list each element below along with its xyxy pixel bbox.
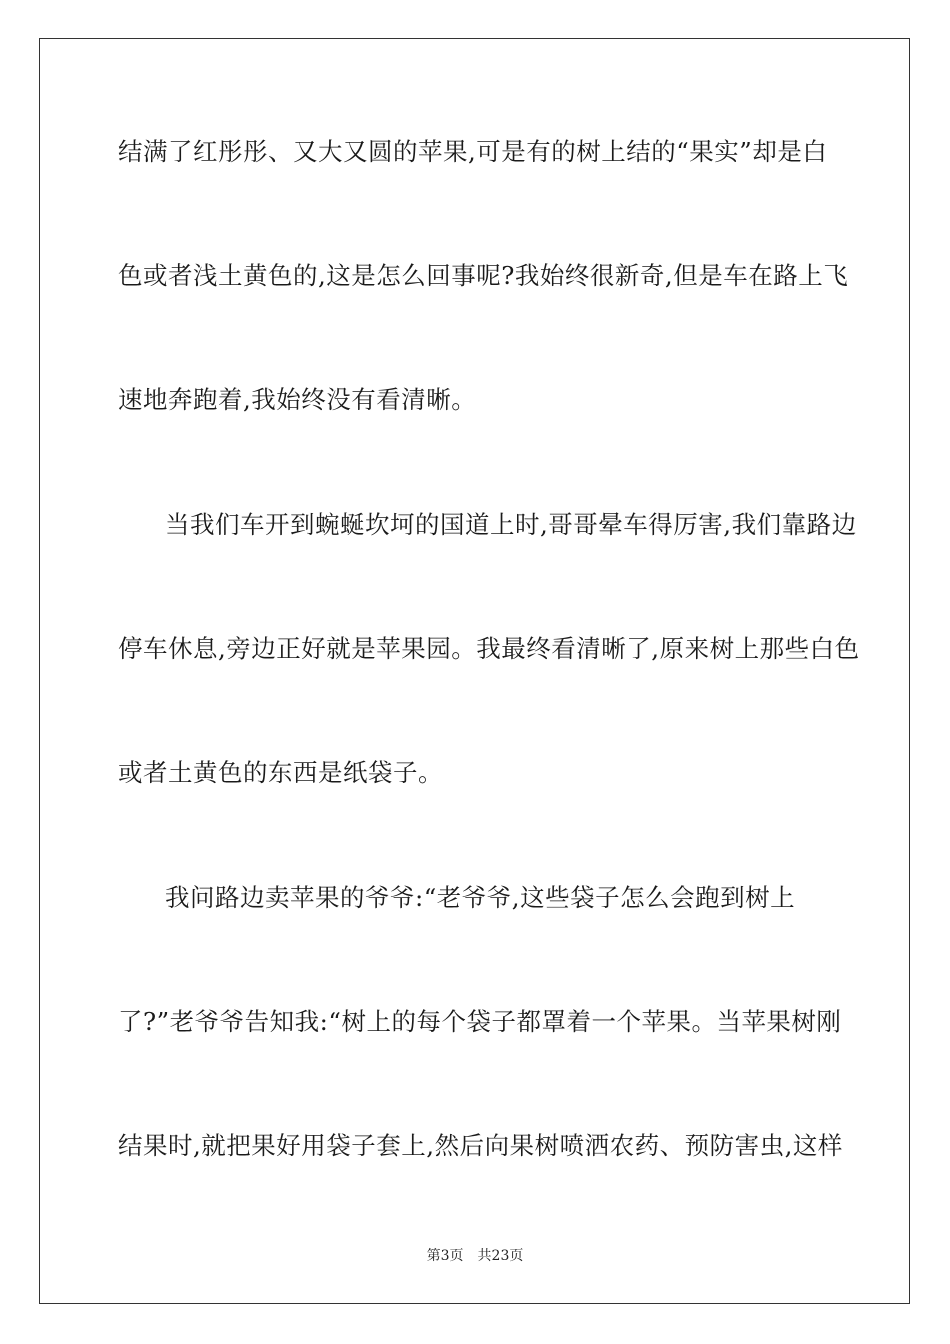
body-text-line: 了?”老爷爷告知我:“树上的每个袋子都罩着一个苹果。当苹果树刚 (118, 1007, 842, 1036)
body-text-line: 停车休息,旁边正好就是苹果园。我最终看清晰了,原来树上那些白色 (118, 634, 860, 663)
page-total: 共23页 (477, 1248, 524, 1264)
paragraph-first-line: 我问路边卖苹果的爷爷:“老爷爷,这些袋子怎么会跑到树上 (165, 883, 796, 912)
paragraph-first-line: 当我们车开到蜿蜒坎坷的国道上时,哥哥晕车得厉害,我们靠路边 (165, 510, 857, 539)
page-border (39, 38, 910, 1304)
body-text-line: 结满了红彤彤、又大又圆的苹果,可是有的树上结的“果实”却是白 (118, 137, 828, 166)
body-text-line: 速地奔跑着,我始终没有看清晰。 (118, 385, 477, 414)
body-text-line: 结果时,就把果好用袋子套上,然后向果树喷洒农药、预防害虫,这样 (118, 1131, 843, 1160)
body-text-line: 或者土黄色的东西是纸袋子。 (118, 758, 443, 787)
page-number: 第3页 (426, 1248, 464, 1264)
body-text-line: 色或者浅土黄色的,这是怎么回事呢?我始终很新奇,但是车在路上飞 (118, 261, 849, 290)
page-footer (0, 1247, 950, 1265)
